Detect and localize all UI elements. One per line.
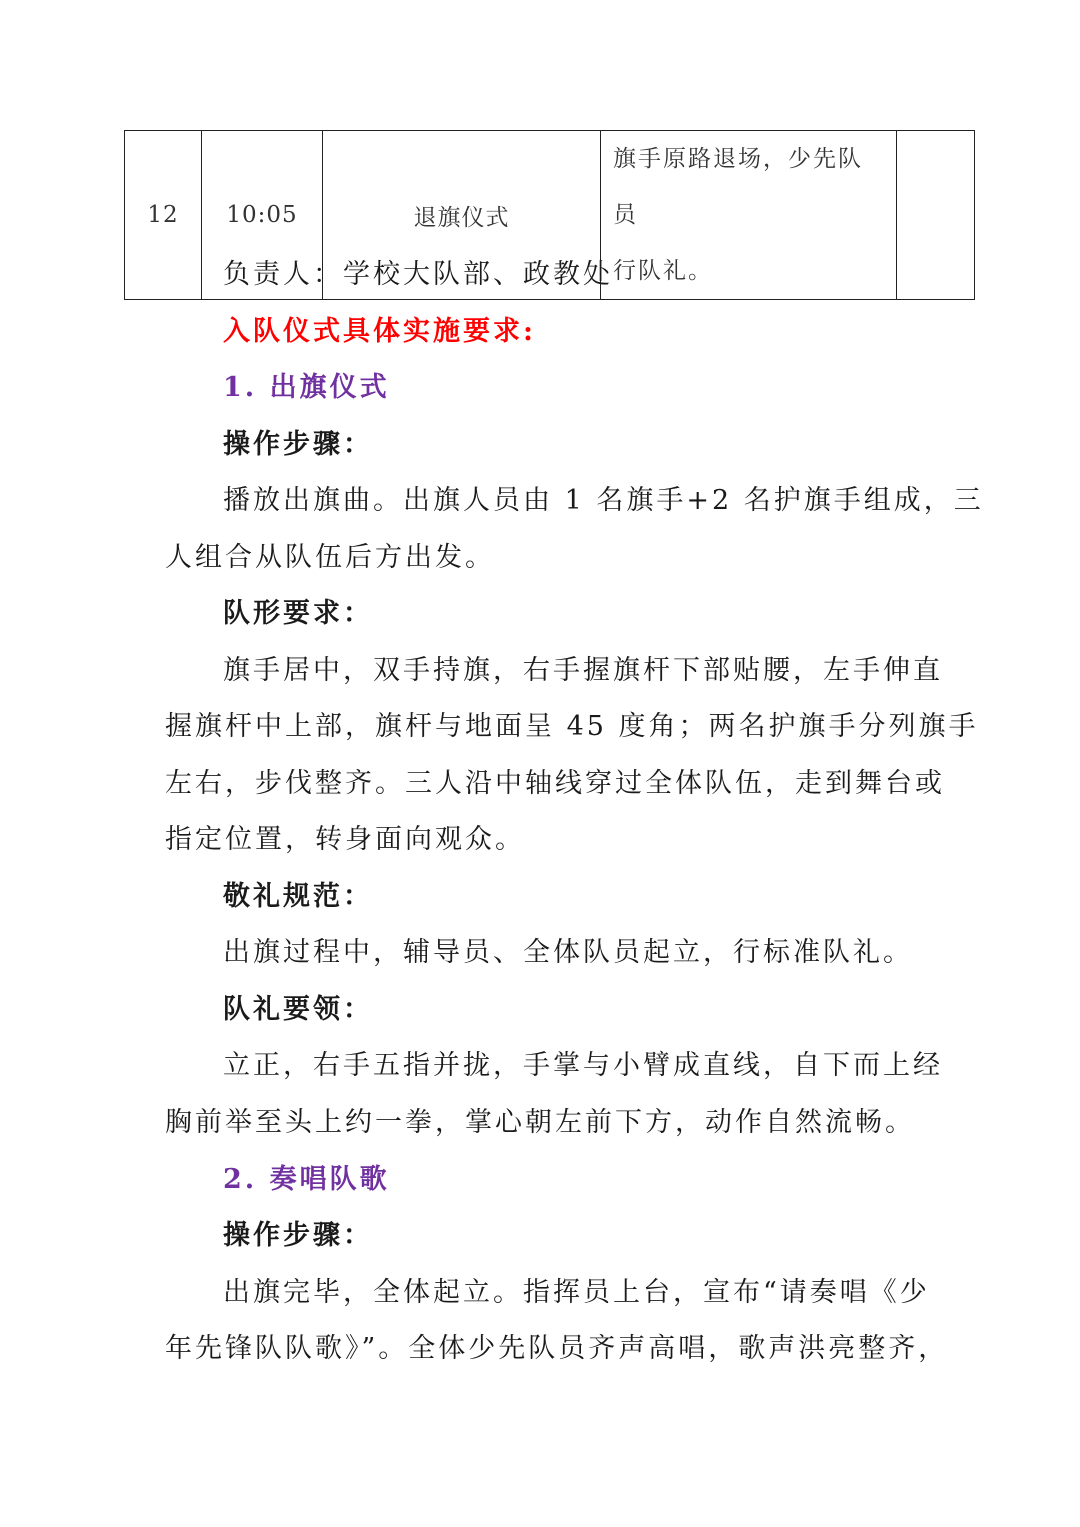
formation-line-4: 指定位置，转身面向观众。 [165,824,525,855]
row-number: 12 [125,131,202,300]
steps-label-2: 操作步骤： [223,1220,373,1251]
salute-label: 敬礼规范： [223,881,373,912]
formation-label: 队形要求： [223,598,373,629]
salute-line-1: 出旗过程中，辅导员、全体队员起立，行标准队礼。 [223,937,913,968]
essentials-line-2: 胸前举至头上约一拳，掌心朝左前下方，动作自然流畅。 [165,1107,915,1138]
essentials-label: 队礼要领： [223,994,373,1025]
steps-label-1: 操作步骤： [223,429,373,460]
steps-1-line-1: 播放出旗曲。出旗人员由 1 名旗手+2 名护旗手组成，三 [223,485,984,516]
steps-1-line-2: 人组合从队伍后方出发。 [165,542,495,573]
formation-line-3: 左右，步伐整齐。三人沿中轴线穿过全体队伍，走到舞台或 [165,768,945,799]
steps-2-line-2: 年先锋队队歌》”。全体少先队员齐声高唱，歌声洪亮整齐， [165,1333,949,1364]
responsible-line: 负责人：学校大队部、政教处 [223,259,613,290]
essentials-line-1: 立正，右手五指并拢，手掌与小臂成直线，自下而上经 [223,1050,943,1081]
row-description-line-2: 行队礼。 [613,258,713,284]
row-description-line-1: 旗手原路退场，少先队员 [613,146,863,228]
requirements-heading: 入队仪式具体实施要求: [223,316,536,347]
section-2-title: 2. 奏唱队歌 [223,1164,390,1195]
section-1-title: 1. 出旗仪式 [223,372,390,403]
row-time: 10:05 [202,131,323,300]
steps-2-line-1: 出旗完毕，全体起立。指挥员上台，宣布“请奏唱《少 [223,1277,930,1308]
formation-line-1: 旗手居中，双手持旗，右手握旗杆下部贴腰，左手伸直 [223,655,943,686]
formation-line-2: 握旗杆中上部，旗杆与地面呈 45 度角；两名护旗手分列旗手 [165,711,979,742]
row-item: 退旗仪式 [323,131,601,300]
